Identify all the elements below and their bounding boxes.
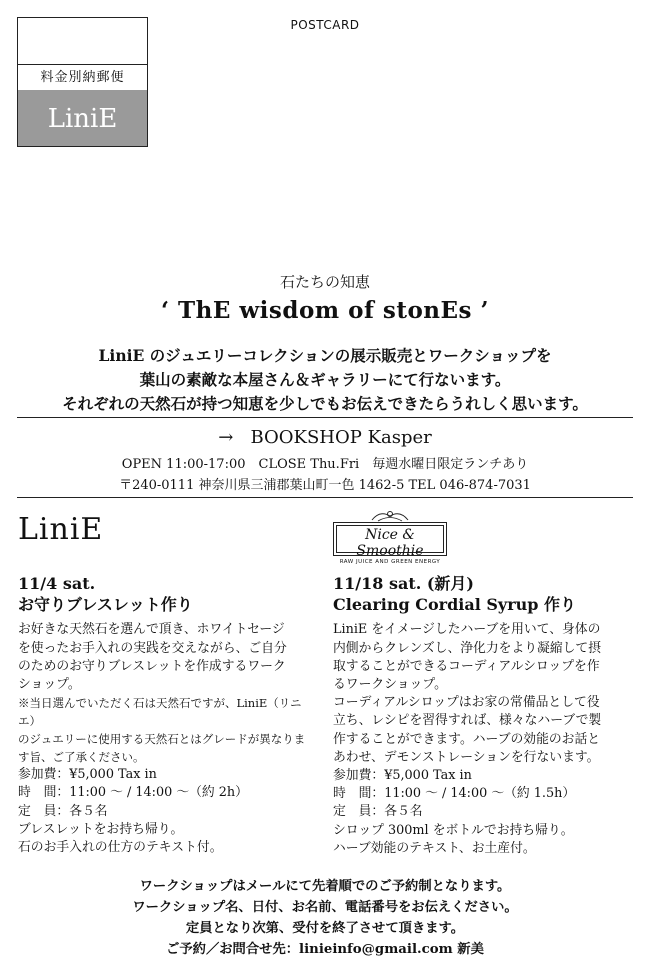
- linie-brand: LiniE: [18, 512, 104, 547]
- venue-name-line: [0, 427, 650, 448]
- workshop-desc-line: るワークショップ。: [333, 677, 447, 693]
- intro-line: LiniE のジュエリーコレクションの展示販売とワークショップを: [98, 346, 552, 365]
- workshop-note-line: のジュエリーに使用する天然石とはグレードが異なりま: [18, 732, 306, 747]
- workshop-date: 11/18 sat. (新月): [333, 574, 474, 593]
- workshop-desc-line: 取することができるコーディアルシロップを作: [333, 658, 600, 674]
- event-subtitle: 石たちの知恵: [279, 273, 370, 291]
- workshop-desc-line: コーディアルシロップはお家の常備品として役: [333, 695, 600, 711]
- workshop-detail: 定 員：各５名: [333, 804, 423, 820]
- workshop-desc-line: LiniE をイメージしたハーブを用いて、身体の: [333, 622, 601, 638]
- workshop-right: [333, 575, 638, 858]
- postage-stamp-box: [17, 17, 148, 147]
- postcard-label: POSTCARD: [290, 18, 360, 32]
- workshop-detail: 定 員：各５名: [18, 803, 108, 819]
- workshop-desc-line: のためのお守りブレスレットを作成するワーク: [18, 658, 286, 674]
- workshop-left: [18, 575, 318, 857]
- logo-subtext: RAW JUICE AND GREEN ENERGY: [339, 559, 441, 565]
- footer-line: 定員となり次第、受付を終了させて頂きます。: [185, 921, 465, 936]
- divider: [17, 417, 633, 418]
- workshop-title: Clearing Cordial Syrup 作り: [333, 595, 577, 615]
- venue-hours: OPEN 11:00-17:00 CLOSE Thu.Fri 毎週水曜日限定ランチあり: [121, 457, 529, 472]
- workshop-detail: シロップ 300ml をボトルでお持ち帰り。: [333, 822, 574, 838]
- workshop-desc-line: 作することができます。ハーブの効能のお話と: [333, 731, 601, 747]
- logo-text: Nice & Smoothie: [356, 527, 424, 559]
- workshop-detail: 参加費：¥5,000 Tax in: [18, 767, 157, 783]
- workshop-desc-line: ショップ。: [18, 677, 81, 693]
- workshop-detail: ハーブ効能のテキスト、お土産付。: [333, 840, 536, 856]
- workshop-detail: 石のお手入れの仕方のテキスト付。: [18, 840, 223, 856]
- footer-contact: ご予約／お問合せ先：linieinfo@gmail.com 新美: [166, 942, 484, 957]
- workshop-detail: 時 間：11:00 ～ / 14:00 ～（約 2h）: [18, 785, 248, 801]
- divider: [17, 497, 633, 498]
- workshop-note-line: す旨、ご了承ください。: [18, 750, 145, 765]
- stamp-label: 料金別納郵便: [18, 64, 147, 92]
- workshop-desc-line: 立ち、レシピを習得すれば、様々なハーブで製: [333, 713, 602, 729]
- workshop-date: 11/4 sat.: [18, 574, 96, 593]
- intro-line: それぞれの天然石が持つ知恵を少しでもお伝えできたらうれしく思います。: [62, 394, 588, 413]
- nice-smoothie-logo: [333, 508, 447, 568]
- workshop-detail: 参加費：¥5,000 Tax in: [333, 768, 472, 784]
- workshop-desc-line: を使ったお手入れの実践を交えながら、ご自分: [18, 640, 287, 656]
- arrow-icon: →: [218, 427, 234, 448]
- workshop-desc-line: あわせ、デモンストレーションを行ないます。: [333, 749, 600, 765]
- footer-line: ワークショップはメールにて先着順でのご予約制となります。: [139, 879, 511, 894]
- workshop-detail: ブレスレットをお持ち帰り。: [18, 821, 184, 837]
- workshop-desc-line: お好きな天然石を選んで頂き、ホワイトセージ: [18, 622, 285, 638]
- event-intro: [0, 344, 650, 416]
- stamp-brand: LiniE: [18, 90, 147, 146]
- footer-notes: [0, 876, 650, 960]
- intro-line: 葉山の素敵な本屋さん＆ギャラリーにて行ないます。: [139, 370, 511, 389]
- workshop-detail: 時 間：11:00 ～ / 14:00 ～（約 1.5h）: [333, 786, 576, 802]
- footer-line: ワークショップ名、日付、お名前、電話番号をお伝えください。: [132, 900, 518, 915]
- workshop-desc-line: 内側からクレンズし、浄化力をより凝縮して摂: [333, 640, 602, 656]
- venue-name: BOOKSHOP Kasper: [250, 427, 432, 448]
- venue-address: 〒240-0111 神奈川県三浦郡葉山町一色 1462-5 TEL 046-874-7031: [119, 478, 531, 493]
- workshop-note-line: ※当日選んでいただく石は天然石ですが、LiniE（リニエ）: [18, 696, 302, 729]
- workshop-title: お守りブレスレット作り: [18, 595, 193, 615]
- event-title: ‘ ThE wisdom of stonEs ’: [160, 297, 489, 324]
